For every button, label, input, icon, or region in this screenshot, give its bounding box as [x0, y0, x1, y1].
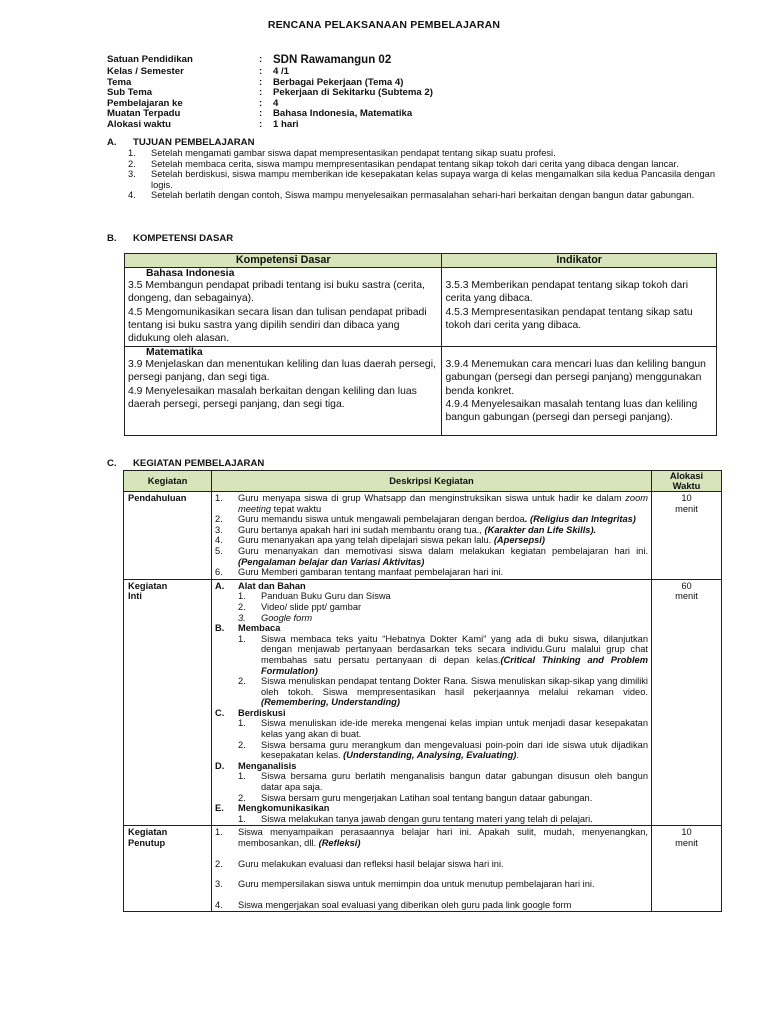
section-a-heading: [107, 137, 255, 148]
alokasi-waktu: [652, 492, 722, 580]
section-letter: B.: [107, 233, 117, 244]
item-number: 4.: [215, 899, 223, 910]
table-row: [124, 826, 722, 912]
identity-label: Sub Tema: [107, 87, 153, 98]
list-item: [238, 718, 648, 739]
identity-value: Berbagai Pekerjaan (Tema 4): [273, 76, 404, 88]
item-text: Google form: [261, 612, 313, 623]
section-c-heading: [107, 458, 264, 469]
kd-cell: [125, 347, 442, 436]
list-item: [128, 190, 715, 201]
identity-colon: :: [259, 87, 263, 98]
identity-value: 4: [273, 97, 279, 109]
kegiatan-name-line: Kegiatan: [128, 827, 168, 838]
group-title: Membaca: [238, 623, 281, 634]
identity-colon: :: [259, 54, 263, 65]
item-number: 1.: [215, 493, 223, 503]
indikator-cell: [442, 268, 717, 347]
group-heading: [215, 803, 648, 814]
item-text-part: Siswa membaca teks yaitu “Hebatnya Dokter Kami” yang ada di buku siswa, dilanjutkan dengan menjawab pertanyaan berdasarkan teks secara individu.Guru malalui grup chat membahas satu persatu pertanyaan di depan kelas.: [261, 633, 648, 665]
waktu-text: 10 menit: [675, 827, 698, 848]
item-text: Siswa menuliskan ide-ide mereka mengenai kelas impian untuk menjadi dasar kesepakatan kelas yang akan di buat.: [261, 718, 648, 740]
section-letter: C.: [107, 458, 117, 469]
list-item: [215, 859, 648, 870]
item-text: Setelah berlatih dengan contoh, Siswa mampu menyelesaikan permasalahan sehari-hari berkaitan dengan bangun datar gabungan.: [151, 190, 695, 201]
item-number: 1.: [238, 633, 246, 644]
identity-label: Alokasi waktu: [107, 118, 171, 130]
item-number: 2.: [238, 739, 246, 750]
list-item: [238, 634, 648, 676]
item-number: 2.: [238, 601, 246, 612]
group-letter: C.: [215, 707, 225, 718]
section-title: KEGIATAN PEMBELAJARAN: [133, 458, 265, 469]
list-item: [128, 148, 715, 159]
identity-label: Muatan Terpadu: [107, 108, 181, 119]
identity-row: [107, 67, 433, 78]
item-tag: . (Religius dan Integritas): [524, 514, 636, 525]
group-letter: B.: [215, 623, 225, 634]
kegiatan-table: [123, 470, 722, 912]
item-text-part: Guru menanyakan dan memotivasi siswa dalam melakukan kegiatan pembelajaran hari ini.: [238, 545, 648, 556]
kegiatan-name: [124, 579, 212, 826]
list-item: [215, 546, 648, 567]
kd-text: 4.5 Mengomunikasikan secara lisan dan tulisan pendapat pribadi tentang isi buku sastra yang dipilih sendiri dan dibaca yang didukung oleh alasan.: [128, 306, 427, 345]
kegiatan-name: Pendahuluan: [124, 492, 212, 580]
tujuan-list: [128, 148, 715, 201]
item-number: 1.: [128, 148, 136, 158]
item-number: 1.: [215, 827, 223, 838]
identity-row: [107, 109, 433, 120]
waktu-text: 60 menit: [675, 580, 698, 602]
item-number: 6.: [215, 567, 223, 578]
item-number: 4.: [215, 535, 223, 546]
identity-value: Pekerjaan di Sekitarku (Subtema 2): [273, 87, 433, 98]
list-item: [215, 493, 648, 514]
list-item: [128, 159, 715, 170]
column-header: Kompetensi Dasar: [125, 254, 442, 268]
section-b-heading: [107, 233, 233, 244]
item-text-part: Siswa menyampaikan perasaannya belajar hari ini. Apakah sulit, mudah, menyenangkan, membosankan, dll.: [238, 827, 648, 848]
indikator-text: 3.9.4 Menemukan cara mencari luas dan keliling bangun gabungan (persegi dan persegi panjang) menggunakan benda konkret.: [445, 359, 706, 397]
item-text: [261, 676, 648, 708]
spacer: [215, 869, 648, 879]
item-tag: (Refleksi): [316, 838, 361, 848]
list-item: [215, 827, 648, 848]
spacer: [215, 890, 648, 900]
group-title: Menganalisis: [238, 760, 297, 771]
alokasi-waktu: [652, 579, 722, 826]
list-item: [215, 525, 648, 536]
group-title: Mengkomunikasikan: [238, 803, 330, 814]
group-letter: A.: [215, 580, 225, 591]
alokasi-waktu: [652, 826, 722, 912]
table-row: [124, 492, 722, 580]
item-text: [238, 535, 648, 546]
identity-colon: :: [259, 97, 263, 109]
identity-value: SDN Rawamangun 02: [273, 54, 392, 66]
kegiatan-name-line: Inti: [128, 591, 142, 602]
section-letter: A.: [107, 137, 117, 148]
item-number: 2.: [215, 514, 223, 525]
list-item: [215, 900, 648, 911]
identity-value: 1 hari: [273, 118, 299, 130]
list-item: [238, 793, 648, 804]
identity-colon: :: [259, 76, 263, 88]
item-number: 4.: [128, 190, 136, 201]
identity-value: Bahasa Indonesia, Matematika: [273, 108, 413, 119]
kd-text: 3.5 Membangun pendapat pribadi tentang isi buku sastra (cerita, dongeng, dan sebagainya).: [128, 280, 425, 305]
item-number: 3.: [128, 169, 136, 180]
kegiatan-name: [124, 826, 212, 912]
kompetensi-dasar-table: [124, 253, 717, 436]
item-number: 1.: [238, 718, 246, 729]
item-number: 3.: [238, 612, 246, 623]
item-text-part: Guru memandu siswa untuk mengawali pembelajaran dengan berdoa: [238, 514, 525, 525]
list-item: [238, 613, 648, 624]
item-text: Siswa bersama guru berlatih menganalisis bangun datar gabungan disusun oleh bangun datar apa saja.: [261, 771, 648, 793]
item-emphasis: zoom meeting: [238, 493, 648, 514]
item-text-part: Siswa bersama guru merangkum dan mengevaluasi poin-poin dari ide siswa utuk dijadikan kesepakatan kelas.: [261, 739, 648, 761]
item-number: 2.: [238, 676, 246, 687]
subject-label: Matematika: [146, 347, 203, 359]
list-item: [238, 771, 648, 792]
item-text: Setelah mengamati gambar siswa dapat mempresentasikan pendapat tentang sikap suatu profesi.: [151, 148, 556, 158]
item-text: Video/ slide ppt/ gambar: [261, 601, 362, 612]
item-tag: (Remembering, Understanding): [261, 697, 400, 708]
item-tag: (Pengalaman belajar dan Variasi Aktivitas): [238, 556, 425, 567]
identity-colon: :: [259, 108, 263, 119]
group-heading: [215, 761, 648, 772]
list-item: [238, 740, 648, 761]
list-item: [238, 676, 648, 708]
section-title: TUJUAN PEMBELAJARAN: [133, 137, 255, 148]
item-text-part: Siswa menuliskan pendapat tentang Dokter Rana. Siswa menuliskan sikap-sikap yang dimiliki oleh tokoh. Siswa mempresentasikan hasil pekerjaannya melalui rekaman video.: [261, 676, 648, 697]
column-header: Deskripsi Kegiatan: [212, 471, 652, 492]
identity-value: 4 /1: [273, 66, 290, 77]
indikator-text: 4.5.3 Mempresentasikan pendapat tentang sikap satu tokoh dari cerita yang dibaca.: [445, 306, 693, 331]
kd-text: 3.9 Menjelaskan dan menentukan keliling dan luas daerah persegi, persegi panjang, dan segi tiga.: [128, 359, 436, 384]
list-item: [215, 879, 648, 890]
item-number: 2.: [215, 858, 223, 869]
column-header: Alokasi Waktu: [652, 471, 722, 492]
identity-label: Tema: [107, 76, 132, 88]
group-letter: E.: [215, 803, 224, 814]
table-header-row: [125, 254, 717, 268]
item-text: [261, 740, 648, 761]
group-title: Berdiskusi: [238, 707, 286, 718]
item-tag: (Apersepsi): [491, 535, 545, 546]
column-header: Indikator: [442, 254, 717, 268]
deskripsi-cell: [212, 492, 652, 580]
deskripsi-cell: [212, 826, 652, 912]
kd-text: 4.9 Menyelesaikan masalah berkaitan dengan keliling dan luas daerah persegi, persegi panjang, dan segi tiga.: [128, 385, 417, 410]
section-title: KOMPETENSI DASAR: [133, 233, 234, 244]
item-text-part: .: [516, 750, 519, 761]
identity-label: Pembelajaran ke: [107, 97, 183, 109]
item-text-part: tepat waktu: [271, 503, 322, 514]
identity-colon: :: [259, 66, 263, 77]
item-text: [238, 493, 648, 514]
item-number: 2.: [238, 792, 246, 803]
group-letter: D.: [215, 760, 225, 771]
item-tag: (Karakter dan Life Skills).: [481, 524, 597, 535]
document-title: RENCANA PELAKSANAAN PEMBELAJARAN: [267, 19, 501, 31]
item-text: Siswa bersam guru mengerjakan Latihan soal tentang bangun dataar gabungan.: [261, 792, 593, 803]
item-text-part: Guru bertanya apakah hari ini sudah membantu orang tua.,: [238, 524, 482, 535]
group-heading: [215, 708, 648, 719]
table-row: [125, 268, 717, 347]
identity-row: [107, 53, 433, 67]
item-number: 5.: [215, 545, 223, 556]
identity-row: [107, 88, 433, 99]
item-text: Panduan Buku Guru dan Siswa: [261, 591, 391, 602]
item-text-part: Guru menanyakan apa yang telah dipelajari siswa pekan lalu.: [238, 535, 492, 546]
table-row: [124, 579, 722, 826]
item-text: [261, 634, 648, 676]
table-header-row: [124, 471, 722, 492]
group-title: Alat dan Bahan: [238, 580, 306, 591]
deskripsi-cell: [212, 579, 652, 826]
item-text: Setelah membaca cerita, siswa mampu mempresentasikan pendapat tentang sikap tokoh dari cerita yang dibaca dengan lancar.: [151, 158, 679, 169]
item-text: Siswa melakukan tanya jawab dengan guru tentang materi yang telah di pelajari.: [261, 813, 593, 824]
item-tag: (Understanding, Analysing, Evaluating): [340, 750, 517, 761]
identity-label: Kelas / Semester: [107, 66, 184, 77]
item-text: [238, 514, 648, 525]
spacer: [215, 849, 648, 859]
table-row: [125, 347, 717, 436]
kd-cell: [125, 268, 442, 347]
identity-block: [107, 53, 433, 130]
item-number: 2.: [128, 158, 136, 169]
item-text: Setelah berdiskusi, siswa mampu memberikan ide kesepakatan kelas supaya warga di kelas mengamalkan sila kedua Pancasila dengan logis.: [151, 169, 715, 190]
item-text: Guru melakukan evaluasi dan refleksi hasil belajar siswa hari ini.: [238, 858, 504, 869]
list-item: [238, 591, 648, 602]
column-header: Kegiatan: [124, 471, 212, 492]
list-item: [128, 169, 715, 190]
list-item: [215, 514, 648, 525]
item-text: [238, 827, 648, 848]
indikator-text: 4.9.4 Menyelesaikan masalah tentang luas dan keliling bangun gabungan (persegi dan persegi panjang).: [445, 398, 698, 424]
item-tag: (Critical Thinking and Problem Formulation): [261, 654, 648, 676]
item-number: 3.: [215, 879, 223, 890]
kegiatan-name-line: Kegiatan: [128, 580, 168, 591]
item-number: 1.: [238, 591, 246, 602]
identity-row: [107, 120, 433, 131]
item-number: 1.: [238, 771, 246, 782]
item-text-part: Guru menyapa siswa di grup Whatsapp dan menginstruksikan siswa untuk hadir ke dalam: [238, 493, 626, 503]
item-number: 3.: [215, 524, 223, 535]
item-text: Guru mempersilakan siswa untuk memimpin doa untuk menutup pembelajaran hari ini.: [238, 879, 595, 890]
group-heading: [215, 623, 648, 634]
item-text: [238, 546, 648, 567]
list-item: [238, 814, 648, 825]
kegiatan-name-line: Penutup: [128, 838, 166, 848]
list-item: [215, 535, 648, 546]
indikator-text: 3.5.3 Memberikan pendapat tentang sikap tokoh dari cerita yang dibaca.: [445, 280, 689, 305]
item-text: Siswa mengerjakan soal evaluasi yang diberikan oleh guru pada link google form: [238, 899, 572, 910]
identity-colon: :: [259, 118, 263, 130]
waktu-text: 10 menit: [675, 493, 698, 514]
identity-label: Satuan Pendidikan: [107, 54, 193, 65]
list-item: [238, 602, 648, 613]
list-item: [215, 567, 648, 578]
subject-label: Bahasa Indonesia: [146, 268, 235, 280]
item-text: Guru Memberi gambaran tentang manfaat pembelajaran hari ini.: [238, 567, 504, 578]
item-text: [238, 525, 648, 536]
indikator-cell: [442, 347, 717, 436]
group-heading: [215, 581, 648, 592]
item-number: 1.: [238, 813, 246, 824]
